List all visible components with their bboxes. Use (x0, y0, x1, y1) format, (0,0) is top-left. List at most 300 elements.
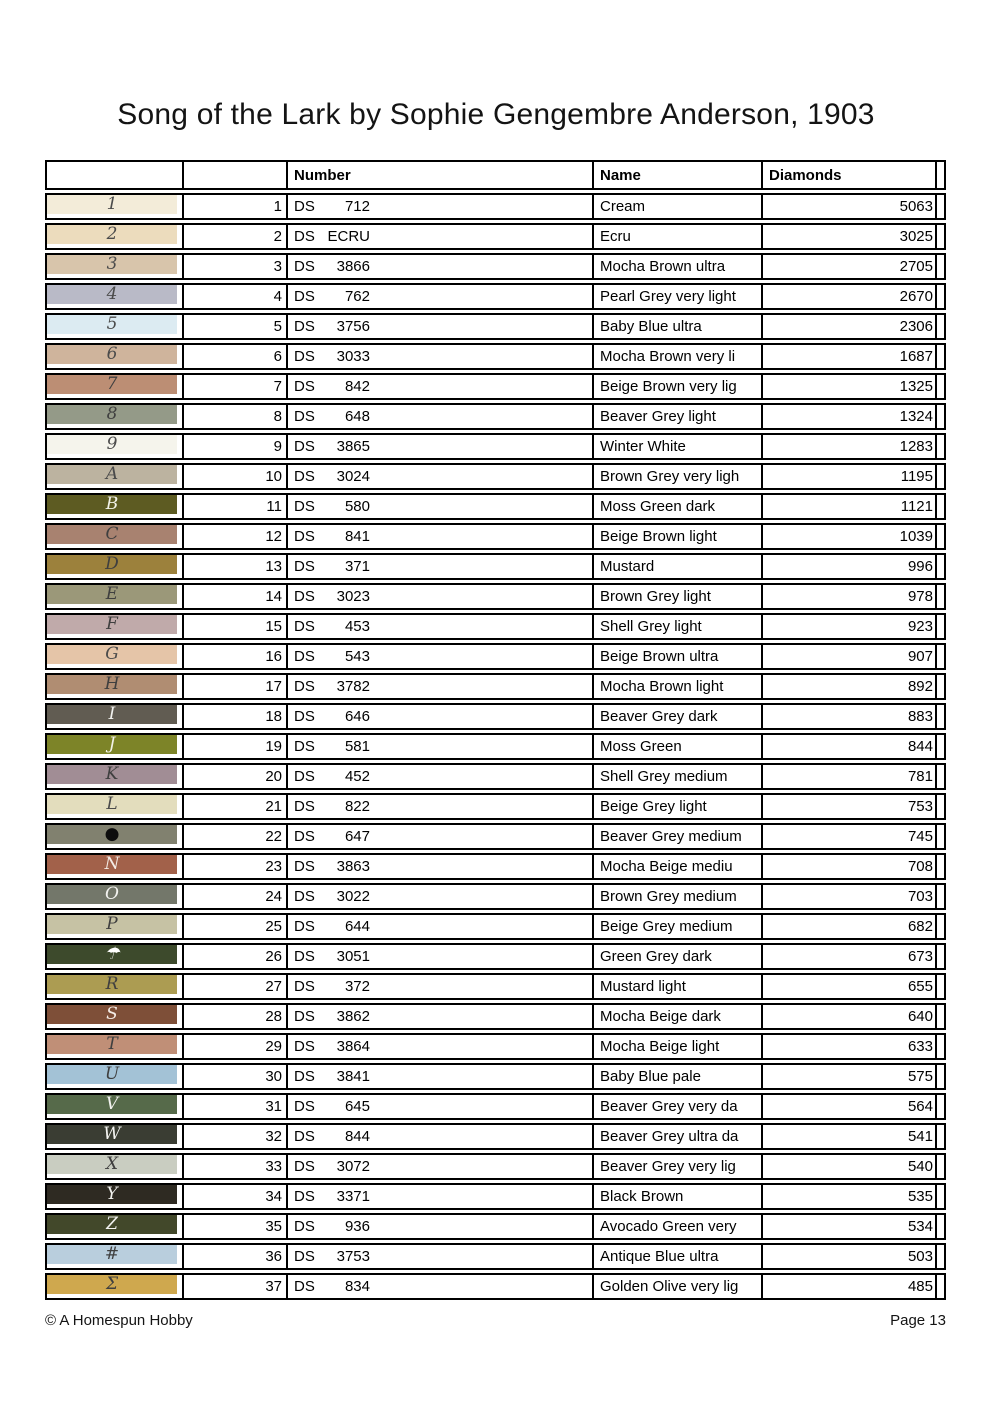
diamonds-cell: 1324 (763, 405, 937, 428)
ds-code: 3051 (336, 948, 370, 965)
index-cell: 31 (184, 1095, 288, 1118)
diamonds-cell: 485 (763, 1275, 937, 1298)
color-swatch (47, 1035, 177, 1054)
number-cell (288, 315, 594, 338)
color-swatch (47, 315, 177, 334)
index-cell: 8 (184, 405, 288, 428)
number-cell (288, 705, 594, 728)
color-swatch (47, 435, 177, 454)
index-cell: 3 (184, 255, 288, 278)
name-cell: Beaver Grey very lig (594, 1155, 763, 1178)
end-cell (937, 1005, 944, 1028)
end-cell (937, 735, 944, 758)
swatch-cell (47, 615, 184, 638)
index-cell: 33 (184, 1155, 288, 1178)
stitch-symbol: S (106, 1005, 118, 1024)
ds-prefix: DS (294, 828, 315, 845)
ds-prefix: DS (294, 528, 315, 545)
table-row (45, 943, 946, 970)
diamonds-cell: 682 (763, 915, 937, 938)
ds-prefix: DS (294, 558, 315, 575)
ds-code: 3866 (336, 258, 370, 275)
swatch-cell (47, 495, 184, 518)
ds-prefix: DS (294, 288, 315, 305)
end-cell (937, 915, 944, 938)
diamonds-cell: 703 (763, 885, 937, 908)
ds-code: 841 (344, 528, 370, 545)
diamonds-cell: 1039 (763, 525, 937, 548)
table-row (45, 1093, 946, 1120)
diamonds-cell: 1687 (763, 345, 937, 368)
name-cell: Beige Grey medium (594, 915, 763, 938)
color-swatch (47, 915, 177, 934)
swatch-cell (47, 435, 184, 458)
table-row (45, 463, 946, 490)
name-cell: Mocha Brown light (594, 675, 763, 698)
name-cell: Beaver Grey very da (594, 1095, 763, 1118)
number-cell (288, 795, 594, 818)
stitch-symbol: Y (106, 1185, 118, 1204)
end-cell (937, 675, 944, 698)
number-cell (288, 735, 594, 758)
number-cell (288, 1005, 594, 1028)
stitch-symbol: J (108, 735, 116, 754)
name-cell: Ecru (594, 225, 763, 248)
color-swatch (47, 705, 177, 724)
stitch-symbol: F (106, 615, 118, 634)
swatch-cell (47, 795, 184, 818)
color-swatch (47, 735, 177, 754)
ds-code: 453 (344, 618, 370, 635)
end-cell (937, 525, 944, 548)
index-cell: 12 (184, 525, 288, 548)
name-cell: Baby Blue ultra (594, 315, 763, 338)
name-cell: Baby Blue pale (594, 1065, 763, 1088)
end-cell (937, 855, 944, 878)
name-cell: Mustard (594, 555, 763, 578)
name-cell: Pearl Grey very light (594, 285, 763, 308)
stitch-symbol: L (106, 795, 118, 814)
ds-prefix: DS (294, 1248, 315, 1265)
color-swatch (47, 495, 177, 514)
stitch-symbol: ● (104, 825, 120, 844)
ds-code: 762 (344, 288, 370, 305)
color-swatch (47, 1185, 177, 1204)
ds-code: 3753 (336, 1248, 370, 1265)
name-cell: Winter White (594, 435, 763, 458)
name-cell: Beaver Grey ultra da (594, 1125, 763, 1148)
index-cell: 20 (184, 765, 288, 788)
number-cell (288, 615, 594, 638)
color-swatch (47, 1245, 177, 1264)
stitch-symbol: 3 (106, 255, 118, 274)
swatch-cell (47, 1035, 184, 1058)
diamonds-cell: 745 (763, 825, 937, 848)
color-swatch (47, 255, 177, 274)
end-cell (937, 1065, 944, 1088)
index-cell: 19 (184, 735, 288, 758)
header-end-cell (937, 162, 944, 188)
diamonds-cell: 540 (763, 1155, 937, 1178)
ds-code: 452 (344, 768, 370, 785)
number-cell (288, 675, 594, 698)
ds-prefix: DS (294, 1068, 315, 1085)
swatch-cell (47, 585, 184, 608)
number-cell (288, 1065, 594, 1088)
end-cell (937, 1215, 944, 1238)
ds-prefix: DS (294, 948, 315, 965)
color-swatch (47, 975, 177, 994)
name-cell: Green Grey dark (594, 945, 763, 968)
ds-prefix: DS (294, 198, 315, 215)
swatch-cell (47, 1245, 184, 1268)
color-swatch (47, 795, 177, 814)
table-row (45, 613, 946, 640)
number-cell (288, 1095, 594, 1118)
end-cell (937, 465, 944, 488)
name-cell: Mustard light (594, 975, 763, 998)
end-cell (937, 1155, 944, 1178)
color-swatch (47, 285, 177, 304)
stitch-symbol: R (105, 975, 119, 994)
name-cell: Mocha Beige mediu (594, 855, 763, 878)
ds-prefix: DS (294, 1098, 315, 1115)
ds-prefix: DS (294, 618, 315, 635)
name-cell: Mocha Brown ultra (594, 255, 763, 278)
ds-code: 3756 (336, 318, 370, 335)
index-cell: 1 (184, 195, 288, 218)
table-row (45, 703, 946, 730)
ds-prefix: DS (294, 1128, 315, 1145)
diamonds-cell: 923 (763, 615, 937, 638)
table-row (45, 493, 946, 520)
ds-code: 842 (344, 378, 370, 395)
name-cell: Brown Grey very ligh (594, 465, 763, 488)
diamonds-cell: 5063 (763, 195, 937, 218)
page-title: Song of the Lark by Sophie Gengembre Anderson, 1903 (117, 98, 875, 131)
number-cell (288, 915, 594, 938)
end-cell (937, 975, 944, 998)
index-cell: 30 (184, 1065, 288, 1088)
index-cell: 16 (184, 645, 288, 668)
ds-code: 844 (344, 1128, 370, 1145)
ds-code: 712 (344, 198, 370, 215)
color-swatch (47, 945, 177, 964)
ds-code: 543 (344, 648, 370, 665)
stitch-symbol: ☂ (104, 945, 120, 964)
end-cell (937, 1035, 944, 1058)
swatch-cell (47, 885, 184, 908)
ds-code: 822 (344, 798, 370, 815)
name-cell: Beige Grey light (594, 795, 763, 818)
swatch-cell (47, 975, 184, 998)
number-cell (288, 405, 594, 428)
ds-prefix: DS (294, 1188, 315, 1205)
name-cell: Shell Grey medium (594, 765, 763, 788)
index-cell: 27 (184, 975, 288, 998)
swatch-cell (47, 645, 184, 668)
end-cell (937, 825, 944, 848)
swatch-cell (47, 465, 184, 488)
table-row (45, 283, 946, 310)
ds-code: 645 (344, 1098, 370, 1115)
diamonds-cell: 503 (763, 1245, 937, 1268)
number-cell (288, 465, 594, 488)
number-cell (288, 1275, 594, 1298)
color-swatch (47, 885, 177, 904)
stitch-symbol: # (104, 1245, 120, 1264)
number-cell (288, 885, 594, 908)
table-row (45, 223, 946, 250)
name-cell: Cream (594, 195, 763, 218)
color-swatch (47, 195, 177, 214)
ds-prefix: DS (294, 378, 315, 395)
ds-prefix: DS (294, 228, 315, 245)
page-number: Page 13 (890, 1312, 946, 1329)
swatch-cell (47, 1185, 184, 1208)
end-cell (937, 345, 944, 368)
stitch-symbol: 4 (106, 285, 118, 304)
index-cell: 29 (184, 1035, 288, 1058)
table-row (45, 793, 946, 820)
table-row (45, 373, 946, 400)
stitch-symbol: P (106, 915, 118, 934)
ds-prefix: DS (294, 978, 315, 995)
header-index-cell (184, 162, 288, 188)
ds-code: 834 (344, 1278, 370, 1295)
table-row (45, 883, 946, 910)
ds-prefix: DS (294, 918, 315, 935)
ds-code: 647 (344, 828, 370, 845)
swatch-cell (47, 825, 184, 848)
ds-code: 3023 (336, 588, 370, 605)
table-row (45, 1153, 946, 1180)
ds-prefix: DS (294, 1278, 315, 1295)
index-cell: 25 (184, 915, 288, 938)
color-swatch (47, 765, 177, 784)
index-cell: 7 (184, 375, 288, 398)
diamonds-cell: 633 (763, 1035, 937, 1058)
name-cell: Moss Green dark (594, 495, 763, 518)
color-swatch (47, 675, 177, 694)
number-cell (288, 825, 594, 848)
stitch-symbol: D (105, 555, 119, 574)
end-cell (937, 1125, 944, 1148)
swatch-cell (47, 555, 184, 578)
ds-code: 3033 (336, 348, 370, 365)
index-cell: 34 (184, 1185, 288, 1208)
ds-code: 3022 (336, 888, 370, 905)
name-cell: Black Brown (594, 1185, 763, 1208)
diamonds-cell: 978 (763, 585, 937, 608)
diamonds-cell: 640 (763, 1005, 937, 1028)
stitch-symbol: 1 (106, 195, 118, 214)
table-header-row (45, 160, 946, 190)
stitch-symbol: 5 (106, 315, 118, 334)
diamonds-cell: 3025 (763, 225, 937, 248)
ds-code: 3024 (336, 468, 370, 485)
swatch-cell (47, 405, 184, 428)
color-swatch (47, 555, 177, 574)
end-cell (937, 495, 944, 518)
end-cell (937, 1185, 944, 1208)
end-cell (937, 1095, 944, 1118)
ds-prefix: DS (294, 1008, 315, 1025)
end-cell (937, 555, 944, 578)
name-cell: Beige Brown ultra (594, 645, 763, 668)
index-cell: 23 (184, 855, 288, 878)
stitch-symbol: E (105, 585, 119, 604)
swatch-cell (47, 1095, 184, 1118)
page-footer (45, 1312, 946, 1329)
index-cell: 15 (184, 615, 288, 638)
ds-code: 371 (344, 558, 370, 575)
diamonds-cell: 2306 (763, 315, 937, 338)
stitch-symbol: B (105, 495, 119, 514)
name-cell: Antique Blue ultra (594, 1245, 763, 1268)
ds-prefix: DS (294, 738, 315, 755)
color-chart-table (45, 160, 946, 1303)
ds-code: 648 (344, 408, 370, 425)
stitch-symbol: 2 (106, 225, 118, 244)
color-swatch (47, 525, 177, 544)
end-cell (937, 615, 944, 638)
table-row (45, 343, 946, 370)
diamonds-cell: 1121 (763, 495, 937, 518)
stitch-symbol: O (105, 885, 119, 904)
diamonds-cell: 535 (763, 1185, 937, 1208)
index-cell: 4 (184, 285, 288, 308)
header-number-cell: Number (288, 162, 594, 188)
header-diamonds-cell: Diamonds (763, 162, 937, 188)
index-cell: 10 (184, 465, 288, 488)
index-cell: 35 (184, 1215, 288, 1238)
swatch-cell (47, 705, 184, 728)
end-cell (937, 405, 944, 428)
diamonds-cell: 2705 (763, 255, 937, 278)
name-cell: Mocha Beige dark (594, 1005, 763, 1028)
swatch-cell (47, 315, 184, 338)
ds-prefix: DS (294, 348, 315, 365)
number-cell (288, 555, 594, 578)
stitch-symbol: V (105, 1095, 119, 1114)
ds-code: 581 (344, 738, 370, 755)
number-cell (288, 495, 594, 518)
index-cell: 2 (184, 225, 288, 248)
color-swatch (47, 585, 177, 604)
diamonds-cell: 753 (763, 795, 937, 818)
color-swatch (47, 345, 177, 364)
name-cell: Beaver Grey dark (594, 705, 763, 728)
table-row (45, 913, 946, 940)
swatch-cell (47, 1125, 184, 1148)
name-cell: Golden Olive very lig (594, 1275, 763, 1298)
table-row (45, 253, 946, 280)
number-cell (288, 1185, 594, 1208)
number-cell (288, 855, 594, 878)
number-cell (288, 945, 594, 968)
header-swatch-cell (47, 162, 184, 188)
end-cell (937, 315, 944, 338)
name-cell: Moss Green (594, 735, 763, 758)
number-cell (288, 1035, 594, 1058)
end-cell (937, 585, 944, 608)
diamonds-cell: 892 (763, 675, 937, 698)
index-cell: 5 (184, 315, 288, 338)
index-cell: 11 (184, 495, 288, 518)
copyright-text: © A Homespun Hobby (45, 1312, 193, 1329)
end-cell (937, 765, 944, 788)
table-row (45, 823, 946, 850)
stitch-symbol: U (104, 1065, 120, 1084)
header-name-cell: Name (594, 162, 763, 188)
color-swatch (47, 1275, 177, 1294)
table-row (45, 403, 946, 430)
ds-prefix: DS (294, 468, 315, 485)
stitch-symbol: 9 (106, 435, 118, 454)
end-cell (937, 795, 944, 818)
table-row (45, 1273, 946, 1300)
diamonds-cell: 534 (763, 1215, 937, 1238)
swatch-cell (47, 1005, 184, 1028)
swatch-cell (47, 765, 184, 788)
swatch-cell (47, 735, 184, 758)
index-cell: 32 (184, 1125, 288, 1148)
table-row (45, 553, 946, 580)
index-cell: 26 (184, 945, 288, 968)
ds-code: 3864 (336, 1038, 370, 1055)
color-swatch (47, 825, 177, 844)
color-swatch (47, 1095, 177, 1114)
swatch-cell (47, 915, 184, 938)
diamonds-cell: 708 (763, 855, 937, 878)
ds-prefix: DS (294, 588, 315, 605)
end-cell (937, 195, 944, 218)
swatch-cell (47, 855, 184, 878)
number-cell (288, 225, 594, 248)
ds-prefix: DS (294, 498, 315, 515)
stitch-symbol: C (105, 525, 119, 544)
stitch-symbol: W (103, 1125, 121, 1144)
table-row (45, 973, 946, 1000)
index-cell: 36 (184, 1245, 288, 1268)
ds-prefix: DS (294, 888, 315, 905)
end-cell (937, 255, 944, 278)
table-row (45, 433, 946, 460)
swatch-cell (47, 1275, 184, 1298)
index-cell: 17 (184, 675, 288, 698)
table-row (45, 1123, 946, 1150)
index-cell: 22 (184, 825, 288, 848)
swatch-cell (47, 255, 184, 278)
diamonds-cell: 844 (763, 735, 937, 758)
swatch-cell (47, 195, 184, 218)
number-cell (288, 1155, 594, 1178)
ds-prefix: DS (294, 708, 315, 725)
stitch-symbol: 6 (106, 345, 118, 364)
stitch-symbol: A (105, 465, 119, 484)
color-swatch (47, 375, 177, 394)
number-cell (288, 525, 594, 548)
stitch-symbol: I (108, 705, 116, 724)
number-cell (288, 345, 594, 368)
ds-prefix: DS (294, 678, 315, 695)
name-cell: Mocha Beige light (594, 1035, 763, 1058)
name-cell: Shell Grey light (594, 615, 763, 638)
number-cell (288, 285, 594, 308)
index-cell: 14 (184, 585, 288, 608)
ds-code: 936 (344, 1218, 370, 1235)
